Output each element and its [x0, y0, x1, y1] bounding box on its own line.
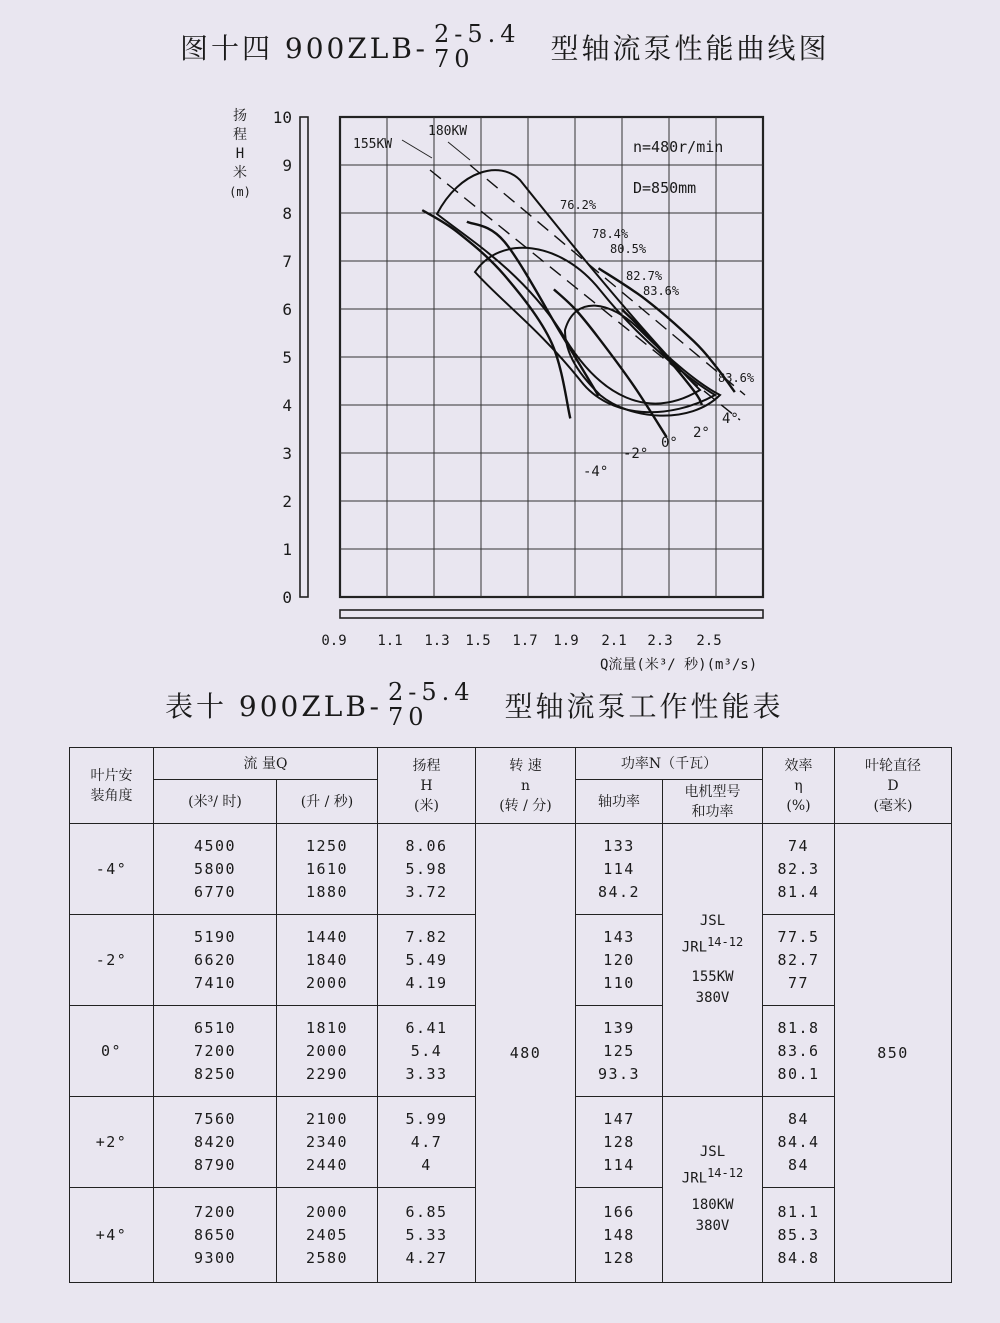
header-eff-line1: 效率	[784, 757, 813, 774]
value: 8790	[193, 1155, 237, 1174]
value: 74	[787, 836, 810, 855]
value: 7200	[193, 1041, 237, 1060]
performance-table	[69, 747, 952, 1283]
value: 147	[603, 1109, 635, 1128]
motor-power: 180KW	[691, 1197, 734, 1214]
flow-ls-cell	[277, 915, 378, 1006]
motor-model-line1: JSL	[699, 1143, 726, 1160]
y-tick-label: 1	[282, 540, 292, 559]
value: 82.7	[777, 950, 820, 969]
x-tick-label: 2.1	[601, 633, 627, 649]
value: 128	[603, 1132, 635, 1151]
efficiency-label: 83.6%	[718, 371, 755, 385]
header-angle-line1: 叶片安	[90, 767, 133, 784]
power-line-180kw	[470, 165, 745, 395]
header-power: 功率N（千瓦）	[576, 748, 763, 780]
motor-model-base: JRL	[681, 1170, 708, 1187]
value: 2340	[305, 1132, 349, 1151]
angle-label: 4°	[722, 411, 739, 427]
value: 143	[603, 927, 635, 946]
header-eff-line2: η	[794, 777, 803, 794]
shaft-power-cell	[576, 1188, 663, 1283]
efficiency-label: 80.5%	[610, 242, 647, 256]
value: 84.2	[597, 882, 641, 901]
x-tick-label: 2.5	[696, 633, 722, 649]
value: 84.4	[777, 1132, 820, 1151]
value: 85.3	[777, 1225, 820, 1244]
y-tick-label: 3	[282, 444, 292, 463]
dia-cell: 850	[835, 824, 952, 1283]
value: 139	[603, 1018, 635, 1037]
value: 5.33	[405, 1225, 448, 1244]
value: 84	[787, 1155, 810, 1174]
value: 3.72	[405, 882, 448, 901]
value: 1840	[305, 950, 349, 969]
flow-ls-cell	[277, 1006, 378, 1097]
figure-title-numerator: 2-5.4	[433, 20, 521, 48]
value: 84.8	[777, 1248, 820, 1267]
angle-label: -2°	[623, 446, 649, 462]
header-shaft: 轴功率	[576, 780, 663, 824]
power-label-180kw: 180KW	[428, 124, 468, 139]
value: 6.85	[405, 1202, 448, 1221]
value: 4	[421, 1155, 432, 1174]
figure-title-prefix: 图十四 900ZLB-	[180, 32, 428, 66]
table-title-suffix: 型轴流泵工作性能表	[504, 690, 784, 724]
value: 128	[603, 1248, 635, 1267]
value: 1880	[305, 882, 349, 901]
speed-cell: 480	[476, 824, 576, 1283]
y-axis-label-char: 程	[233, 127, 247, 143]
value: 84	[787, 1109, 810, 1128]
x-axis-label: Q流量(米³/ 秒)(m³/s)	[600, 657, 758, 673]
value: 7.82	[405, 927, 448, 946]
eff-cell	[763, 1097, 835, 1188]
value: 1250	[305, 836, 349, 855]
table-title-numerator: 2-5.4	[387, 678, 475, 706]
y-axis-label-char: H	[235, 146, 245, 162]
head-cell	[378, 1188, 476, 1283]
value: 8250	[193, 1064, 237, 1083]
shaft-power-cell	[576, 1006, 663, 1097]
value: 8.06	[405, 836, 448, 855]
figure-title-suffix: 型轴流泵性能曲线图	[550, 32, 830, 66]
motor-model-line1: JSL	[699, 913, 726, 930]
table-title	[165, 680, 784, 730]
x-tick-label: 1.1	[377, 633, 403, 649]
value: 4.7	[410, 1132, 443, 1151]
y-axis-label-char: 米	[233, 165, 247, 181]
motor-voltage: 380V	[695, 989, 730, 1006]
eff-cell	[763, 1006, 835, 1097]
header-dia-line1: 叶轮直径	[865, 757, 921, 774]
angle-label: 0°	[661, 435, 678, 451]
shaft-power-cell	[576, 915, 663, 1006]
value: 125	[603, 1041, 635, 1060]
value: 77.5	[777, 927, 820, 946]
y-axis-label-char: (m)	[229, 185, 251, 199]
value: 6770	[193, 882, 237, 901]
value: 120	[603, 950, 635, 969]
x-tick-label: 1.3	[424, 633, 450, 649]
value: 2000	[305, 973, 349, 992]
flow-m3h-cell	[154, 824, 277, 915]
header-motor-line1: 电机型号	[684, 783, 741, 800]
header-motor-line2: 和功率	[691, 803, 734, 820]
flow-ls-cell	[277, 1188, 378, 1283]
flow-m3h-cell	[154, 915, 277, 1006]
value: 1810	[305, 1018, 349, 1037]
value: 81.8	[777, 1018, 820, 1037]
efficiency-label: 76.2%	[560, 198, 597, 212]
angle-cell: +4°	[70, 1188, 154, 1283]
value: 93.3	[597, 1064, 641, 1083]
figure-title-denominator: 70	[433, 45, 475, 74]
value: 5800	[193, 859, 237, 878]
x-tick-label: 0.9	[321, 633, 347, 649]
motor-model-base: JRL	[681, 939, 708, 956]
efficiency-label: 82.7%	[626, 269, 663, 283]
value: 81.4	[777, 882, 820, 901]
header-eff	[763, 748, 835, 824]
shaft-power-cell	[576, 824, 663, 915]
value: 8650	[193, 1225, 237, 1244]
value: 80.1	[777, 1064, 820, 1083]
motor-model-sup: 14-12	[707, 1165, 744, 1180]
header-motor	[663, 780, 763, 824]
value: 1610	[305, 859, 349, 878]
value: 77	[787, 973, 810, 992]
flow-m3h-cell	[154, 1006, 277, 1097]
x-tick-label: 1.9	[553, 633, 579, 649]
y-tick-label: 4	[282, 396, 292, 415]
value: 83.6	[777, 1041, 820, 1060]
power-leader-155kw	[402, 140, 432, 158]
head-cell	[378, 1097, 476, 1188]
value: 5.4	[410, 1041, 443, 1060]
header-speed-line2: n	[520, 777, 531, 794]
angle-cell: -4°	[70, 824, 154, 915]
table-title-denominator: 70	[387, 703, 429, 732]
motor-cell-180kw	[663, 1097, 763, 1283]
value: 2000	[305, 1202, 349, 1221]
power-label-155kw: 155KW	[353, 137, 393, 152]
header-flow-ls: (升 / 秒)	[277, 780, 378, 824]
value: 4.27	[405, 1248, 448, 1267]
header-angle-line2: 装角度	[90, 787, 133, 804]
table-title-fraction	[388, 680, 475, 730]
motor-voltage: 380V	[695, 1218, 730, 1235]
power-leader-180kw	[448, 142, 470, 160]
value: 8420	[193, 1132, 237, 1151]
motor-power: 155KW	[691, 968, 734, 985]
y-tick-label: 9	[282, 156, 292, 175]
header-dia-line2: D	[887, 777, 899, 794]
x-tick-label: 1.5	[465, 633, 491, 649]
y-tick-label: 7	[282, 252, 292, 271]
value: 110	[603, 973, 635, 992]
value: 133	[603, 836, 635, 855]
eff-cell	[763, 915, 835, 1006]
angle-cell: -2°	[70, 915, 154, 1006]
head-cell	[378, 1006, 476, 1097]
y-tick-label: 2	[282, 492, 292, 511]
header-head-line1: 扬程	[412, 757, 441, 774]
value: 4500	[193, 836, 237, 855]
value: 148	[603, 1225, 635, 1244]
head-cell	[378, 824, 476, 915]
header-speed	[476, 748, 576, 824]
value: 6620	[193, 950, 237, 969]
motor-model-line2	[663, 932, 762, 959]
value: 7560	[193, 1109, 237, 1128]
value: 114	[603, 1155, 635, 1174]
value: 1440	[305, 927, 349, 946]
x-axis-bar	[340, 610, 763, 618]
value: 114	[603, 859, 635, 878]
value: 7410	[193, 973, 237, 992]
value: 2290	[305, 1064, 349, 1083]
shaft-power-cell	[576, 1097, 663, 1188]
header-head	[378, 748, 476, 824]
flow-m3h-cell	[154, 1097, 277, 1188]
value: 6.41	[405, 1018, 448, 1037]
y-tick-label: 10	[272, 108, 292, 127]
motor-cell-155kw	[663, 824, 763, 1097]
header-speed-line3: (转 / 分)	[499, 797, 552, 814]
header-speed-line1: 转 速	[509, 757, 542, 774]
header-flow: 流 量Q	[154, 748, 378, 780]
y-tick-label: 0	[282, 588, 292, 607]
diameter-note: D=850mm	[633, 179, 697, 197]
value: 2100	[305, 1109, 349, 1128]
table-title-prefix: 表十 900ZLB-	[165, 690, 382, 724]
value: 2580	[305, 1248, 349, 1267]
value: 82.3	[777, 859, 820, 878]
value: 2000	[305, 1041, 349, 1060]
motor-model-sup: 14-12	[707, 935, 744, 950]
flow-ls-cell	[277, 1097, 378, 1188]
value: 9300	[193, 1248, 237, 1267]
y-tick-label: 5	[282, 348, 292, 367]
eff-cell	[763, 1188, 835, 1283]
angle-label: 2°	[693, 425, 710, 441]
x-tick-label: 2.3	[647, 633, 673, 649]
x-tick-label: 1.7	[512, 633, 538, 649]
head-cell	[378, 915, 476, 1006]
value: 5.98	[405, 859, 448, 878]
header-dia-line3: (毫米)	[873, 797, 913, 814]
motor-model-line2	[663, 1163, 762, 1190]
header-dia	[835, 748, 952, 824]
header-angle	[70, 748, 154, 824]
flow-m3h-cell	[154, 1188, 277, 1283]
value: 81.1	[777, 1202, 820, 1221]
y-axis-bar	[300, 117, 308, 597]
value: 166	[603, 1202, 635, 1221]
value: 5190	[193, 927, 237, 946]
angle-cell: +2°	[70, 1097, 154, 1188]
header-eff-line3: (%)	[786, 797, 811, 814]
header-head-line3: (米)	[414, 797, 439, 814]
eff-cell	[763, 824, 835, 915]
y-tick-label: 8	[282, 204, 292, 223]
y-axis-label-char: 扬	[233, 108, 247, 124]
value: 2440	[305, 1155, 349, 1174]
value: 3.33	[405, 1064, 448, 1083]
value: 6510	[193, 1018, 237, 1037]
value: 5.99	[405, 1109, 448, 1128]
header-flow-m3h: (米³/ 时)	[154, 780, 277, 824]
value: 4.19	[405, 973, 448, 992]
header-head-line2: H	[420, 777, 433, 794]
efficiency-label: 78.4%	[592, 227, 629, 241]
angle-cell: 0°	[70, 1006, 154, 1097]
speed-note: n=480r/min	[633, 138, 724, 156]
flow-ls-cell	[277, 824, 378, 915]
value: 2405	[305, 1225, 349, 1244]
value: 5.49	[405, 950, 448, 969]
value: 7200	[193, 1202, 237, 1221]
efficiency-label: 83.6%	[643, 284, 680, 298]
y-tick-label: 6	[282, 300, 292, 319]
angle-label: -4°	[583, 464, 609, 480]
